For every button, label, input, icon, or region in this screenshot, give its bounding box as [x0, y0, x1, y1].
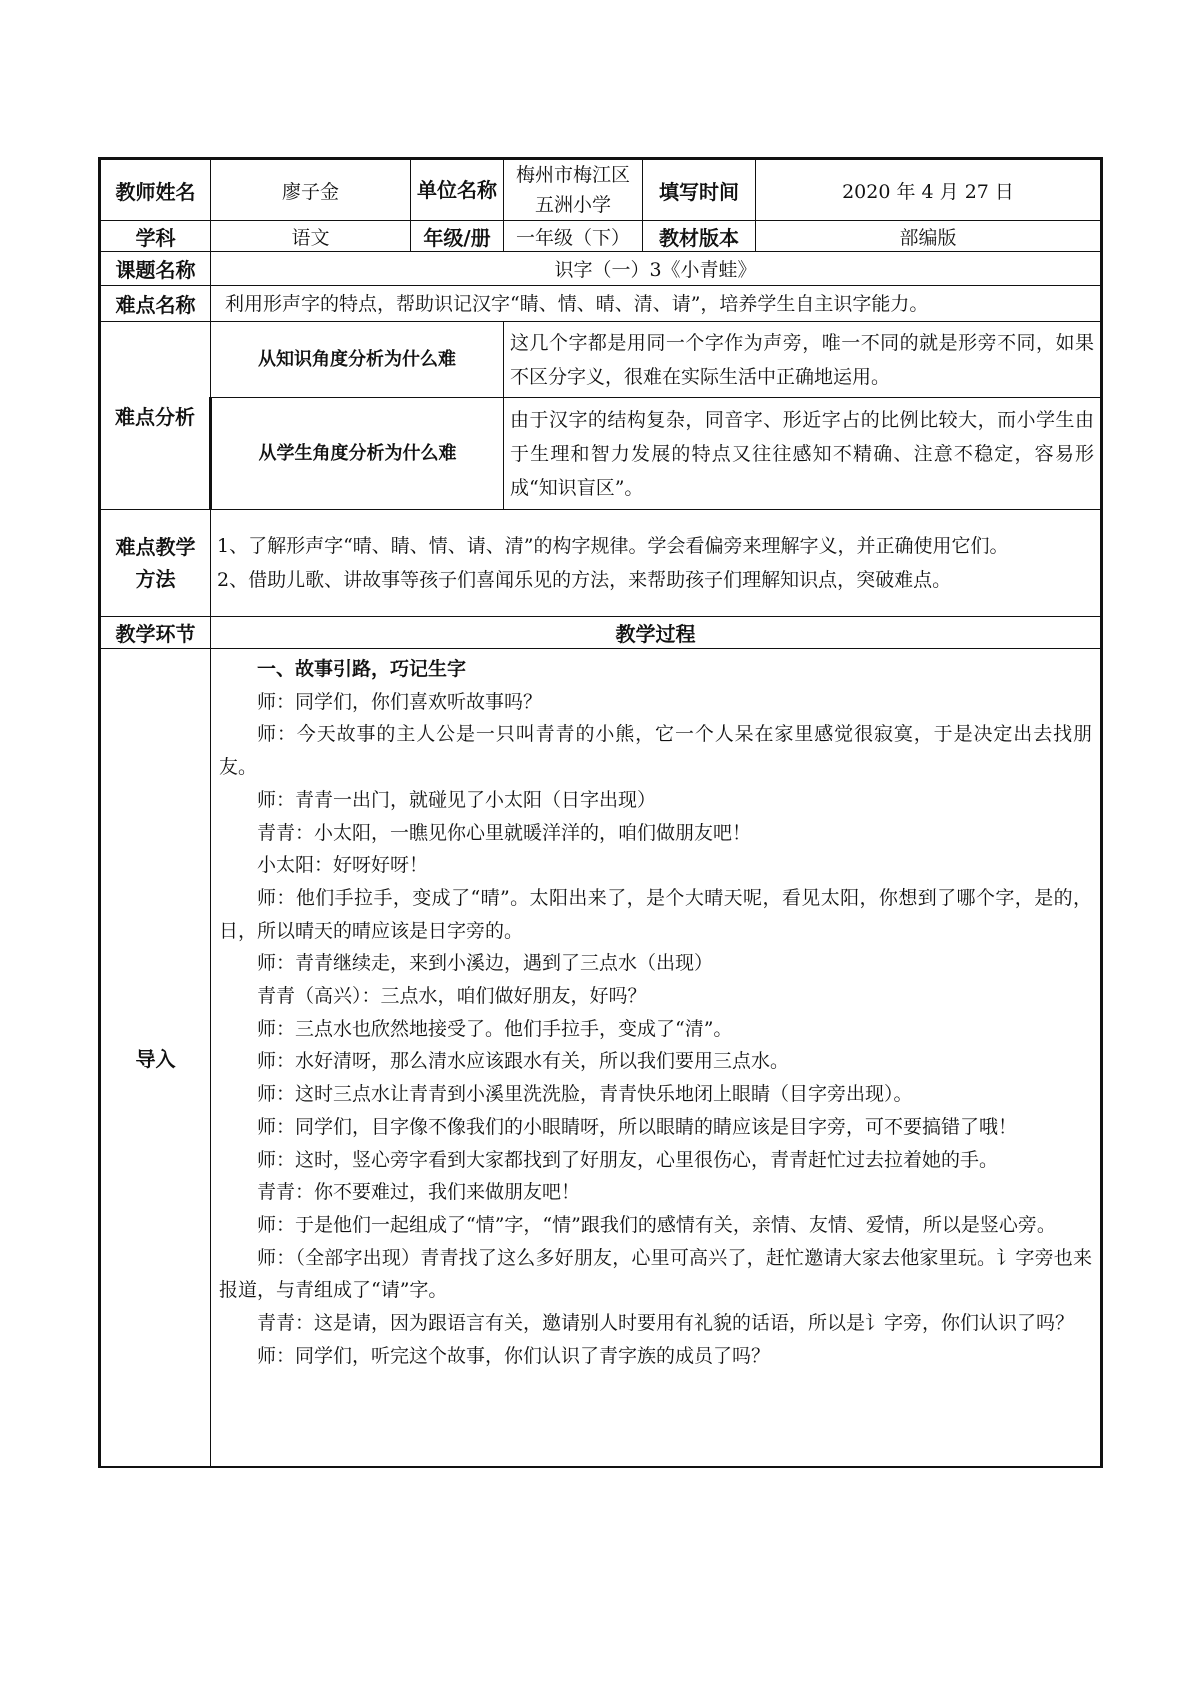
intro-process-content: [211, 649, 1102, 1467]
method-item-2: 2、借助儿歌、讲故事等孩子们喜闻乐见的方法，来帮助孩子们理解知识点，突破难点。: [217, 569, 952, 591]
subject-row: [100, 221, 1102, 252]
header-row: [100, 159, 1102, 221]
process-line-17: 青青：这是请，因为跟语言有关，邀请别人时要用有礼貌的话语，所以是讠字旁，你们认识了吗？: [257, 1312, 1075, 1335]
intro-row: [100, 649, 1102, 1467]
unit-label: 单位名称: [411, 159, 504, 221]
teacher-name: 廖子金: [211, 159, 411, 221]
process-line-2: 师：今天故事的主人公是一只叫青青的小熊，它一个人呆在家里感觉很寂寞，于是决定出去找朋友。: [219, 723, 1093, 779]
process-line-13: 师：这时，竖心旁字看到大家都找到了好朋友，心里很伤心，青青赶忙过去拉着她的手。: [257, 1148, 999, 1171]
method-label: 难点教学方法: [100, 510, 211, 617]
difficulty-value: 利用形声字的特点，帮助识记汉字“睛、情、晴、清、请”，培养学生自主识字能力。: [211, 286, 1102, 322]
process-line-6: 师：他们手拉手，变成了“晴”。太阳出来了，是个大晴天呢，看见太阳，你想到了哪个字，是的，日，所以晴天的晴应该是日字旁的。: [219, 886, 1093, 942]
process-line-1: 师：同学们，你们喜欢听故事吗？: [257, 690, 543, 713]
grade-label: 年级/册: [411, 221, 504, 252]
difficulty-label: 难点名称: [100, 286, 211, 322]
difficulty-row: [100, 286, 1102, 322]
analysis-label: 难点分析: [100, 322, 211, 510]
student-angle-text: 由于汉字的结构复杂，同音字、形近字占的比例比较大，而小学生由于生理和智力发展的特点又往往感知不精确、注意不稳定，容易形成“知识盲区”。: [504, 398, 1102, 510]
process-line-11: 师：这时三点水让青青到小溪里洗洗脸，青青快乐地闭上眼睛（目字旁出现）。: [257, 1083, 913, 1106]
topic-label: 课题名称: [100, 252, 211, 286]
process-line-4: 青青：小太阳，一瞧见你心里就暖洋洋的，咱们做朋友吧！: [257, 821, 752, 844]
stage-header-label: 教学环节: [100, 617, 211, 649]
teacher-label: 教师姓名: [100, 159, 211, 221]
student-angle-label: 从学生角度分析为什么难: [211, 398, 504, 510]
analysis-knowledge-row: [100, 322, 1102, 398]
lesson-plan-table: [98, 157, 1103, 1468]
method-item-1: 1、了解形声字“晴、睛、情、请、清”的构字规律。学会看偏旁来理解字义，并正确使用它们。: [217, 535, 1009, 557]
intro-stage-label: 导入: [100, 649, 211, 1467]
method-content: [211, 510, 1102, 617]
edition-label: 教材版本: [643, 221, 756, 252]
process-line-14: 青青：你不要难过，我们来做朋友吧！: [257, 1181, 581, 1204]
process-line-15: 师：于是他们一起组成了“情”字，“情”跟我们的感情有关，亲情、友情、爱情，所以是竖心旁。: [257, 1213, 1056, 1236]
subject-label: 学科: [100, 221, 211, 252]
topic-value: 识字（一）3《小青蛙》: [211, 252, 1102, 286]
process-line-7: 师：青青继续走，来到小溪边，遇到了三点水（出现）: [257, 952, 714, 975]
unit-name: 梅州市梅江区五洲小学: [504, 159, 643, 221]
subject-value: 语文: [211, 221, 411, 252]
process-line-9: 师：三点水也欣然地接受了。他们手拉手，变成了“清”。: [257, 1017, 733, 1040]
grade-value: 一年级（下）: [504, 221, 643, 252]
process-line-5: 小太阳：好呀好呀！: [257, 854, 429, 877]
knowledge-angle-label: 从知识角度分析为什么难: [211, 322, 504, 398]
process-line-10: 师：水好清呀，那么清水应该跟水有关，所以我们要用三点水。: [257, 1050, 790, 1073]
analysis-student-row: [100, 398, 1102, 510]
process-line-16: 师：（全部字出现）青青找了这么多好朋友，心里可高兴了，赶忙邀请大家去他家里玩。讠字旁也来报道，与青组成了“请”字。: [219, 1246, 1093, 1302]
process-line-18: 师：同学们，听完这个故事，你们认识了青字族的成员了吗？: [257, 1344, 771, 1367]
intro-heading: 一、故事引路，巧记生字: [257, 658, 467, 680]
fill-time-label: 填写时间: [643, 159, 756, 221]
process-line-8: 青青（高兴）：三点水，咱们做好朋友，好吗？: [257, 985, 647, 1008]
process-header-row: [100, 617, 1102, 649]
knowledge-angle-text: 这几个字都是用同一个字作为声旁，唯一不同的就是形旁不同，如果不区分字义，很难在实际生活中正确地运用。: [504, 322, 1102, 398]
topic-row: [100, 252, 1102, 286]
process-line-3: 师：青青一出门，就碰见了小太阳（日字出现）: [257, 788, 657, 811]
fill-time: 2020 年 4 月 27 日: [756, 159, 1102, 221]
process-header-label: 教学过程: [211, 617, 1102, 649]
process-line-12: 师：同学们，目字像不像我们的小眼睛呀，所以眼睛的睛应该是目字旁，可不要搞错了哦！: [257, 1115, 1018, 1138]
method-row: [100, 510, 1102, 617]
edition-value: 部编版: [756, 221, 1102, 252]
